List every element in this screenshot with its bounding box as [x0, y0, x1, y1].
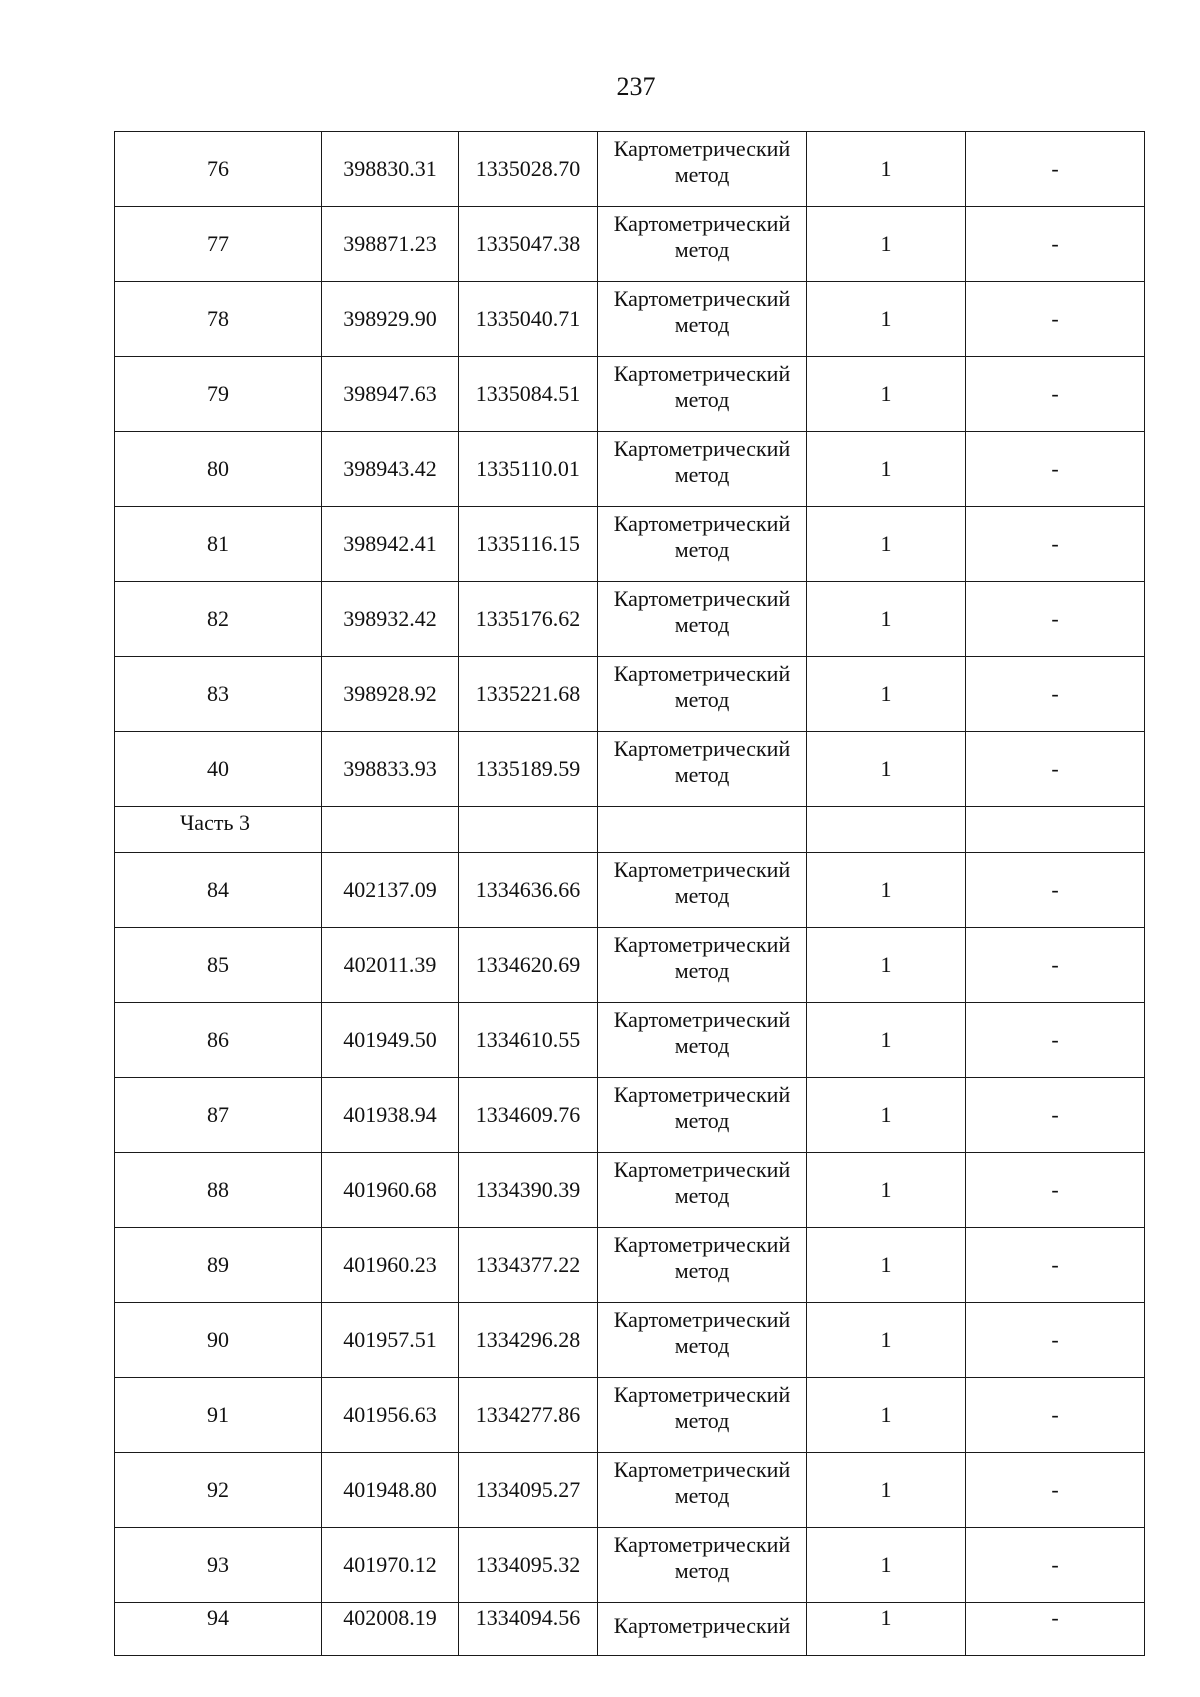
method-line-2: метод	[674, 612, 730, 637]
point-number: 40	[115, 732, 322, 807]
method-line-1: Картометрический	[613, 1007, 791, 1032]
method-line-2: метод	[674, 312, 730, 337]
point-number: 91	[115, 1378, 322, 1453]
table-row	[115, 1603, 1145, 1656]
method-cell	[598, 732, 807, 807]
note-cell: -	[966, 282, 1145, 357]
empty-cell	[459, 807, 598, 853]
method-line-1: Картометрический	[613, 1232, 791, 1257]
accuracy-cell: 1	[807, 1153, 966, 1228]
method-line-2: метод	[674, 1333, 730, 1358]
coord-y: 1335047.38	[459, 207, 598, 282]
point-number: 77	[115, 207, 322, 282]
note-cell: -	[966, 1453, 1145, 1528]
method-line-1: Картометрический	[613, 511, 791, 536]
accuracy-cell: 1	[807, 207, 966, 282]
accuracy-cell: 1	[807, 1003, 966, 1078]
note-cell: -	[966, 132, 1145, 207]
note-cell: -	[966, 1228, 1145, 1303]
method-cell	[598, 1228, 807, 1303]
method-line-2: метод	[674, 237, 730, 262]
coord-y: 1334377.22	[459, 1228, 598, 1303]
coord-x: 402137.09	[322, 853, 459, 928]
method-line-2: метод	[674, 883, 730, 908]
method-line-1: Картометрический	[613, 1532, 791, 1557]
coord-y: 1334095.27	[459, 1453, 598, 1528]
coord-y: 1335176.62	[459, 582, 598, 657]
method-line-2: метод	[674, 162, 730, 187]
note-cell: -	[966, 1603, 1145, 1656]
method-cell	[598, 507, 807, 582]
method-cell	[598, 1603, 807, 1656]
section-row	[115, 807, 1145, 853]
method-line-1: Картометрический	[613, 1457, 791, 1482]
coord-y: 1335084.51	[459, 357, 598, 432]
coord-x: 401938.94	[322, 1078, 459, 1153]
method-line-2: метод	[674, 1483, 730, 1508]
coord-x: 398942.41	[322, 507, 459, 582]
method-line-2: метод	[674, 1558, 730, 1583]
method-line-2: метод	[674, 1258, 730, 1283]
note-cell: -	[966, 1153, 1145, 1228]
empty-cell	[807, 807, 966, 853]
empty-cell	[322, 807, 459, 853]
note-cell: -	[966, 432, 1145, 507]
coord-x: 398929.90	[322, 282, 459, 357]
accuracy-cell: 1	[807, 853, 966, 928]
accuracy-cell: 1	[807, 1453, 966, 1528]
accuracy-cell: 1	[807, 357, 966, 432]
section-label: Часть 3	[115, 807, 322, 853]
method-cell	[598, 132, 807, 207]
empty-cell	[598, 807, 807, 853]
coord-x: 398830.31	[322, 132, 459, 207]
coord-x: 401960.68	[322, 1153, 459, 1228]
point-number: 81	[115, 507, 322, 582]
coord-x: 401949.50	[322, 1003, 459, 1078]
point-number: 92	[115, 1453, 322, 1528]
method-line-1: Картометрический	[613, 661, 791, 686]
method-cell	[598, 1078, 807, 1153]
coord-x: 401960.23	[322, 1228, 459, 1303]
empty-cell	[966, 807, 1145, 853]
point-number: 83	[115, 657, 322, 732]
note-cell: -	[966, 853, 1145, 928]
method-line-1: Картометрический	[613, 1613, 791, 1638]
coord-y: 1335028.70	[459, 132, 598, 207]
point-number: 90	[115, 1303, 322, 1378]
note-cell: -	[966, 1303, 1145, 1378]
table-row	[115, 1378, 1145, 1453]
point-number: 78	[115, 282, 322, 357]
method-line-1: Картометрический	[613, 1157, 791, 1182]
point-number: 79	[115, 357, 322, 432]
coord-x: 398871.23	[322, 207, 459, 282]
point-number: 94	[115, 1603, 322, 1656]
point-number: 82	[115, 582, 322, 657]
table-row	[115, 657, 1145, 732]
table-row	[115, 1003, 1145, 1078]
note-cell: -	[966, 928, 1145, 1003]
method-cell	[598, 928, 807, 1003]
method-line-1: Картометрический	[613, 857, 791, 882]
note-cell: -	[966, 1378, 1145, 1453]
point-number: 86	[115, 1003, 322, 1078]
coord-y: 1335040.71	[459, 282, 598, 357]
method-line-1: Картометрический	[613, 286, 791, 311]
accuracy-cell: 1	[807, 657, 966, 732]
coord-x: 402008.19	[322, 1603, 459, 1656]
table-row	[115, 282, 1145, 357]
method-cell	[598, 853, 807, 928]
method-cell	[598, 1378, 807, 1453]
table-row	[115, 582, 1145, 657]
accuracy-cell: 1	[807, 1528, 966, 1603]
method-cell	[598, 657, 807, 732]
table-row	[115, 732, 1145, 807]
method-line-2: метод	[674, 687, 730, 712]
method-line-1: Картометрический	[613, 361, 791, 386]
accuracy-cell: 1	[807, 582, 966, 657]
accuracy-cell: 1	[807, 432, 966, 507]
method-line-2: метод	[674, 1408, 730, 1433]
coordinates-table	[114, 131, 1145, 1656]
method-line-1: Картометрический	[613, 1082, 791, 1107]
table-row	[115, 1528, 1145, 1603]
method-line-2: метод	[674, 1033, 730, 1058]
method-line-1: Картометрический	[613, 1307, 791, 1332]
coord-y: 1334296.28	[459, 1303, 598, 1378]
coord-x: 401970.12	[322, 1528, 459, 1603]
point-number: 76	[115, 132, 322, 207]
method-line-2: метод	[674, 462, 730, 487]
method-cell	[598, 282, 807, 357]
note-cell: -	[966, 207, 1145, 282]
coord-y: 1335116.15	[459, 507, 598, 582]
point-number: 80	[115, 432, 322, 507]
method-cell	[598, 1153, 807, 1228]
accuracy-cell: 1	[807, 282, 966, 357]
coord-x: 401956.63	[322, 1378, 459, 1453]
accuracy-cell: 1	[807, 928, 966, 1003]
table-row	[115, 1228, 1145, 1303]
coord-y: 1335189.59	[459, 732, 598, 807]
method-line-1: Картометрический	[613, 136, 791, 161]
accuracy-cell: 1	[807, 1378, 966, 1453]
accuracy-cell: 1	[807, 507, 966, 582]
method-line-2: метод	[674, 958, 730, 983]
method-line-2: метод	[674, 762, 730, 787]
coord-y: 1334277.86	[459, 1378, 598, 1453]
coord-y: 1334094.56	[459, 1603, 598, 1656]
method-cell	[598, 1303, 807, 1378]
point-number: 87	[115, 1078, 322, 1153]
coord-y: 1334390.39	[459, 1153, 598, 1228]
table-row	[115, 1303, 1145, 1378]
point-number: 84	[115, 853, 322, 928]
note-cell: -	[966, 582, 1145, 657]
accuracy-cell: 1	[807, 132, 966, 207]
method-cell	[598, 207, 807, 282]
method-cell	[598, 432, 807, 507]
coord-y: 1335110.01	[459, 432, 598, 507]
table-row	[115, 1453, 1145, 1528]
method-line-2: метод	[674, 1183, 730, 1208]
table-row	[115, 928, 1145, 1003]
coord-x: 398932.42	[322, 582, 459, 657]
method-line-2: метод	[674, 537, 730, 562]
point-number: 93	[115, 1528, 322, 1603]
note-cell: -	[966, 1528, 1145, 1603]
note-cell: -	[966, 657, 1145, 732]
coord-x: 398947.63	[322, 357, 459, 432]
table-row	[115, 207, 1145, 282]
method-line-1: Картометрический	[613, 1382, 791, 1407]
point-number: 88	[115, 1153, 322, 1228]
point-number: 89	[115, 1228, 322, 1303]
accuracy-cell: 1	[807, 1603, 966, 1656]
coord-y: 1335221.68	[459, 657, 598, 732]
note-cell: -	[966, 357, 1145, 432]
method-line-1: Картометрический	[613, 436, 791, 461]
accuracy-cell: 1	[807, 1078, 966, 1153]
method-cell	[598, 1528, 807, 1603]
note-cell: -	[966, 732, 1145, 807]
note-cell: -	[966, 1003, 1145, 1078]
method-cell	[598, 582, 807, 657]
coord-x: 398943.42	[322, 432, 459, 507]
method-line-2: метод	[674, 387, 730, 412]
accuracy-cell: 1	[807, 1303, 966, 1378]
coord-y: 1334636.66	[459, 853, 598, 928]
method-cell	[598, 1453, 807, 1528]
coord-x: 398833.93	[322, 732, 459, 807]
coord-y: 1334609.76	[459, 1078, 598, 1153]
table-row	[115, 853, 1145, 928]
note-cell: -	[966, 507, 1145, 582]
method-line-1: Картометрический	[613, 736, 791, 761]
coord-y: 1334095.32	[459, 1528, 598, 1603]
page-number: 237	[616, 72, 656, 101]
table-body	[115, 132, 1145, 1656]
table-row	[115, 507, 1145, 582]
coord-y: 1334620.69	[459, 928, 598, 1003]
note-cell: -	[966, 1078, 1145, 1153]
coord-x: 401948.80	[322, 1453, 459, 1528]
accuracy-cell: 1	[807, 732, 966, 807]
table-row	[115, 432, 1145, 507]
coord-x: 398928.92	[322, 657, 459, 732]
table-row	[115, 1153, 1145, 1228]
table-row	[115, 1078, 1145, 1153]
point-number: 85	[115, 928, 322, 1003]
method-line-1: Картометрический	[613, 211, 791, 236]
method-cell	[598, 357, 807, 432]
method-cell	[598, 1003, 807, 1078]
table-row	[115, 132, 1145, 207]
accuracy-cell: 1	[807, 1228, 966, 1303]
table-row	[115, 357, 1145, 432]
method-line-1: Картометрический	[613, 586, 791, 611]
coord-x: 402011.39	[322, 928, 459, 1003]
coord-x: 401957.51	[322, 1303, 459, 1378]
coord-y: 1334610.55	[459, 1003, 598, 1078]
method-line-2: метод	[674, 1108, 730, 1133]
method-line-1: Картометрический	[613, 932, 791, 957]
